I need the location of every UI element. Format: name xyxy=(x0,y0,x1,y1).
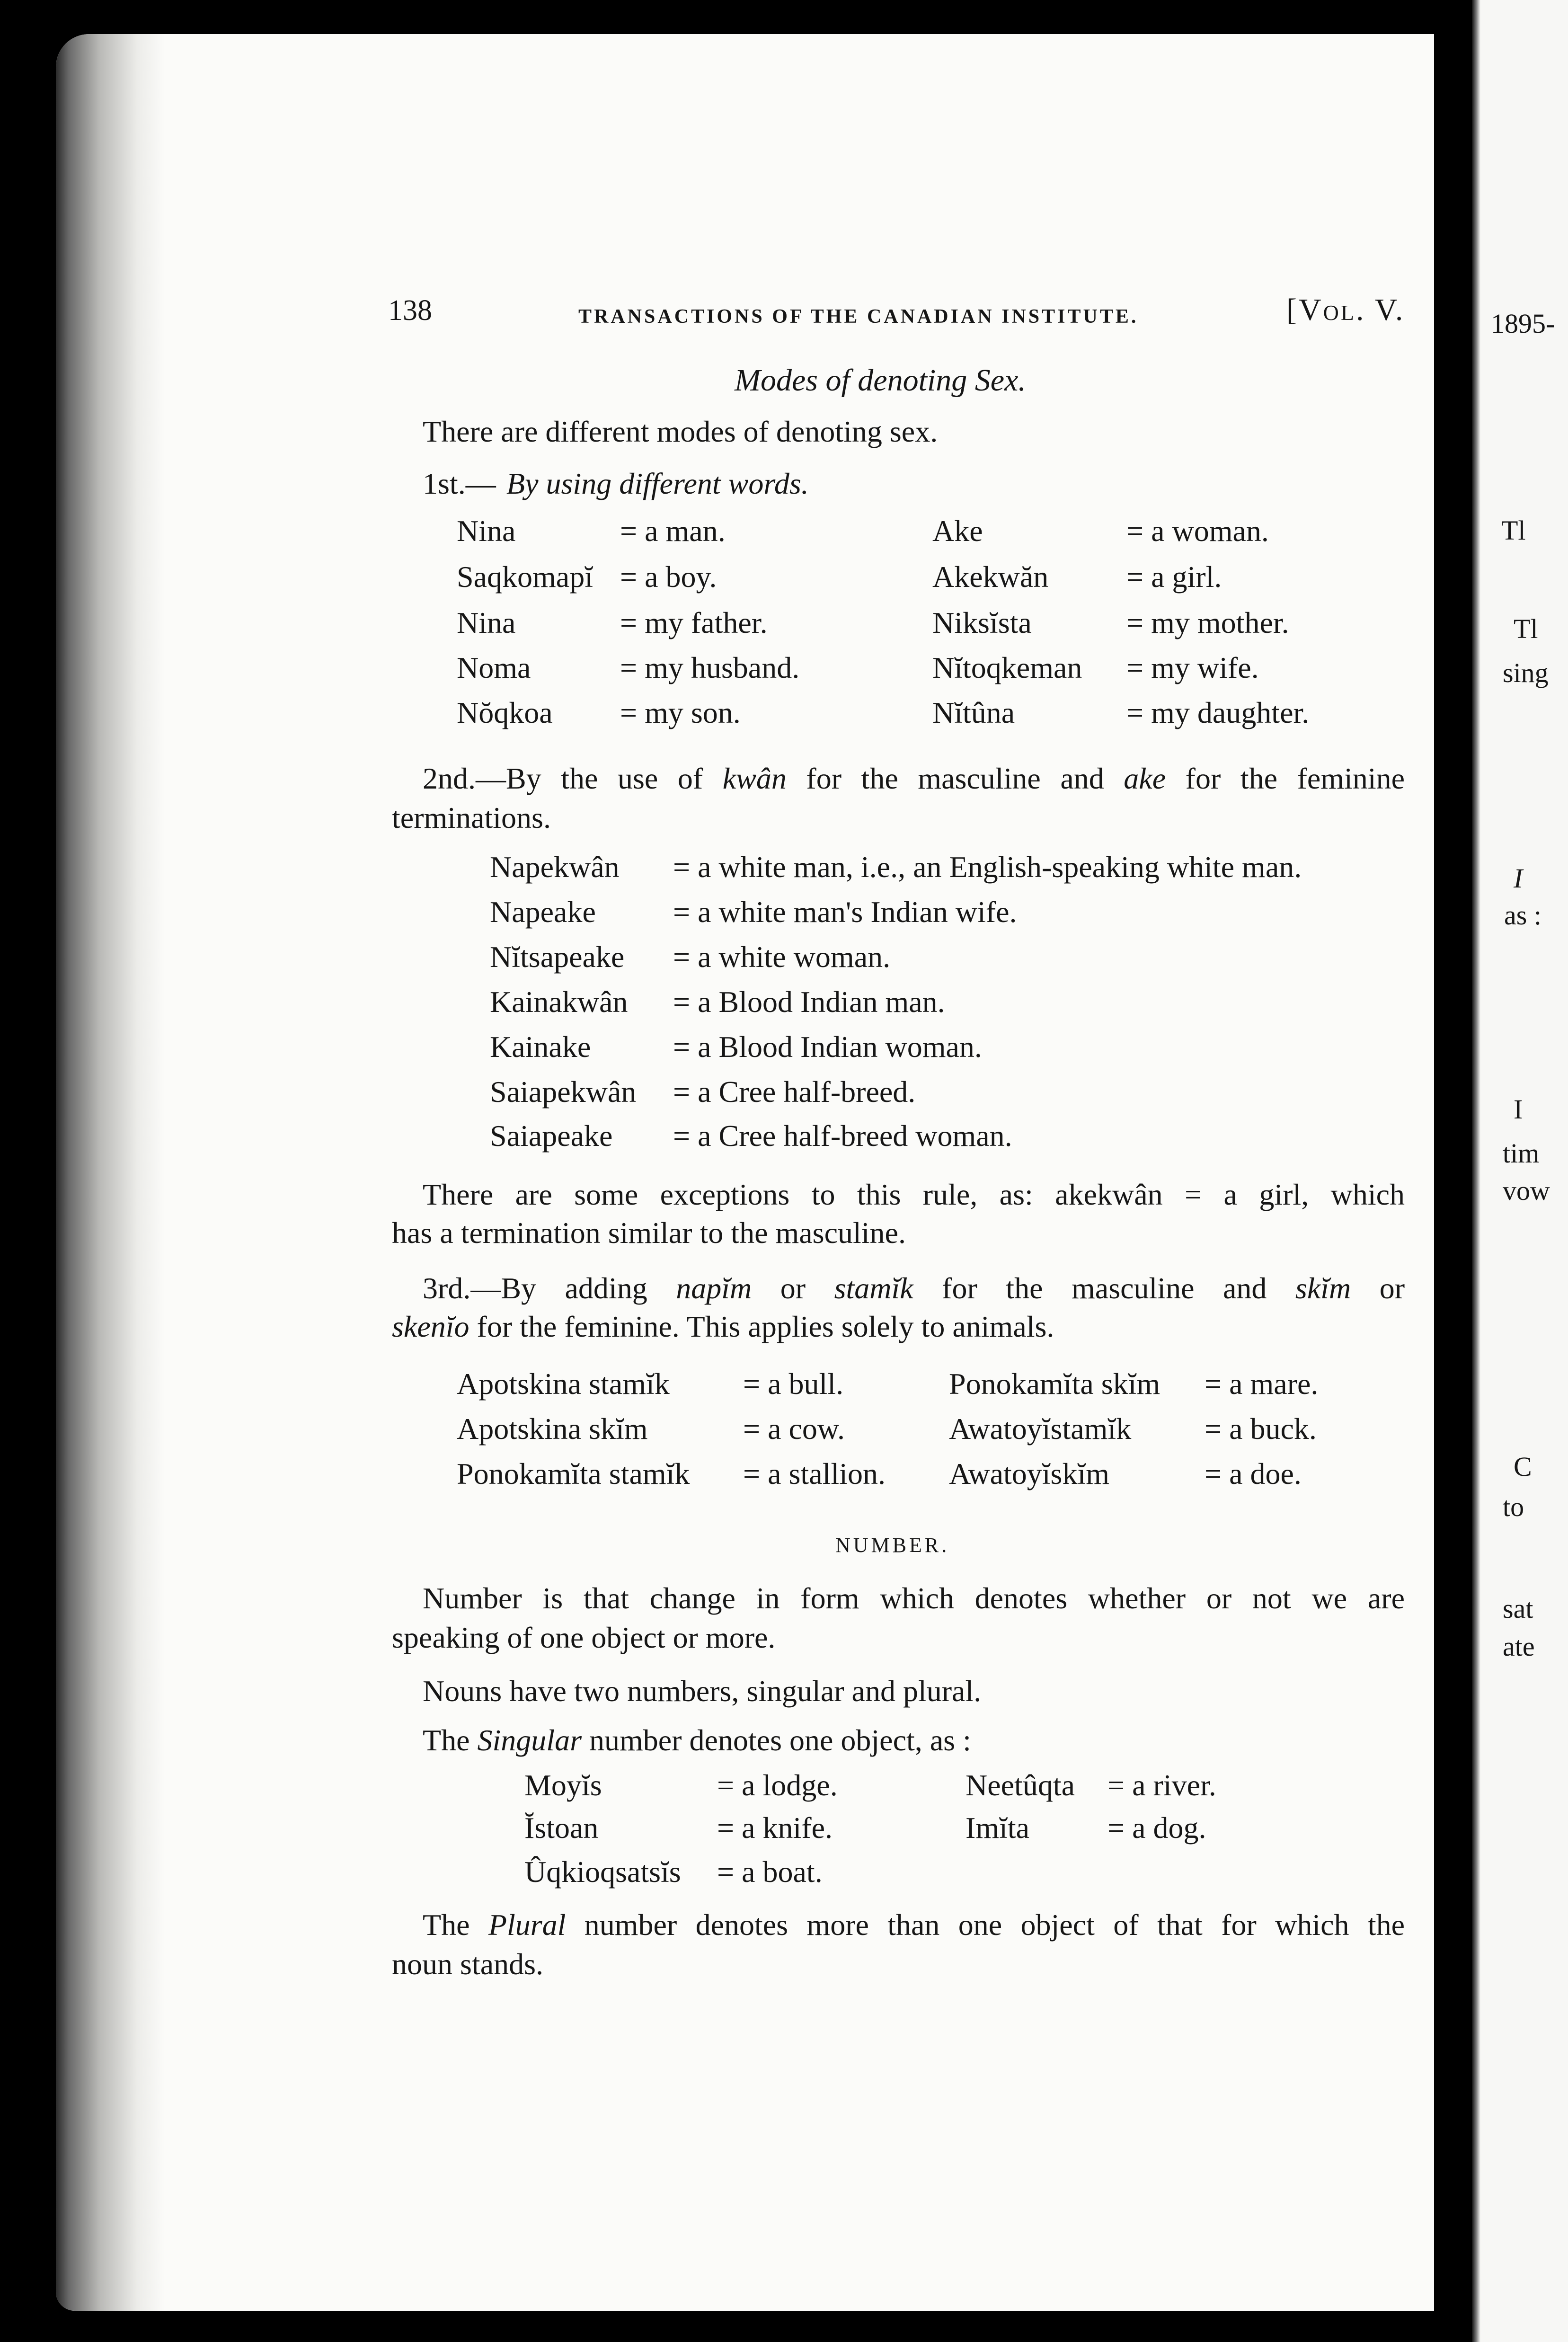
meaning: = a dog. xyxy=(1107,1811,1206,1845)
meaning: = a white man's Indian wife. xyxy=(673,895,1017,929)
word: Ĭstoan xyxy=(524,1811,599,1845)
volume-label: [Vol. V. xyxy=(1286,293,1405,327)
meaning: = a boy. xyxy=(620,560,717,594)
word: Awatoyĭstamĭk xyxy=(949,1412,1132,1446)
adjacent-page-text: C xyxy=(1514,1451,1532,1482)
word: Nŏqkoa xyxy=(457,696,553,729)
term: stamĭk xyxy=(834,1271,913,1305)
word: Nina xyxy=(457,606,516,639)
meaning: = a woman. xyxy=(1126,514,1269,548)
paragraph-line: noun stands. xyxy=(392,1947,543,1981)
section-heading-number: NUMBER. xyxy=(835,1534,950,1557)
adjacent-page-text: I xyxy=(1514,863,1523,894)
paragraph-line: speaking of one object or more. xyxy=(392,1621,776,1654)
adjacent-page-text: as : xyxy=(1504,900,1541,931)
word: Nina xyxy=(457,514,516,548)
meaning: = my daughter. xyxy=(1126,696,1310,729)
paragraph-line: Number is that change in form which denotes whether or not we are xyxy=(423,1581,1405,1615)
paragraph-line: has a termination similar to the masculine. xyxy=(392,1216,906,1250)
term: skĭm xyxy=(1295,1271,1351,1305)
word: Awatoyĭskĭm xyxy=(949,1457,1109,1490)
method-label: 1st.— xyxy=(423,467,496,500)
term: napĭm xyxy=(676,1271,752,1305)
adjacent-page-text: tim xyxy=(1503,1138,1540,1169)
paragraph-line: There are some exceptions to this rule, as: akekwân = a girl, which xyxy=(423,1178,1405,1211)
adjacent-page-text: sat xyxy=(1503,1593,1533,1624)
adjacent-page-edge xyxy=(1472,0,1568,2342)
word: Nĭtoqkeman xyxy=(932,651,1082,684)
word: Ponokamĭta stamĭk xyxy=(457,1457,690,1490)
meaning: = a stallion. xyxy=(743,1457,886,1490)
meaning: = a girl. xyxy=(1126,560,1222,594)
paragraph-line: skenĭo for the feminine. This applies solely to animals. xyxy=(392,1310,1054,1343)
paragraph-line: 3rd.—By adding napĭm or stamĭk for the masculine and skĭm or xyxy=(423,1271,1405,1305)
paragraph-line: terminations. xyxy=(392,801,551,834)
word: Ake xyxy=(932,514,983,548)
meaning: = my son. xyxy=(620,696,741,729)
term: skenĭo xyxy=(392,1310,470,1343)
adjacent-page-text: vow xyxy=(1503,1175,1550,1206)
method-title: By using different words. xyxy=(506,467,809,500)
word: Ponokamĭta skĭm xyxy=(949,1367,1160,1401)
paragraph-line: The Singular number denotes one object, as : xyxy=(423,1723,971,1757)
meaning: = a white man, i.e., an English-speaking white man. xyxy=(673,850,1302,884)
adjacent-page-text: Tl xyxy=(1514,613,1538,644)
word: Imĭta xyxy=(966,1811,1030,1845)
meaning: = a doe. xyxy=(1205,1457,1302,1490)
meaning: = my father. xyxy=(620,606,768,639)
word: Napekwân xyxy=(490,850,620,884)
meaning: = a Blood Indian man. xyxy=(673,985,945,1019)
meaning: = a Cree half-breed. xyxy=(673,1075,916,1109)
meaning: = a boat. xyxy=(717,1855,823,1889)
word: Apotskina skĭm xyxy=(457,1412,648,1446)
word: Neetûqta xyxy=(966,1768,1075,1802)
meaning: = a cow. xyxy=(743,1412,845,1446)
meaning: = a knife. xyxy=(717,1811,833,1845)
adjacent-page-text: 1895- xyxy=(1491,308,1555,339)
word: Saiapeake xyxy=(490,1119,613,1153)
word: Nĭtûna xyxy=(932,696,1015,729)
word: Apotskina stamĭk xyxy=(457,1367,670,1401)
adjacent-page-text: to xyxy=(1503,1491,1524,1522)
adjacent-page-text: Tl xyxy=(1501,515,1526,546)
word: Akekwăn xyxy=(932,560,1049,594)
word: Ûqkioqsatsĭs xyxy=(524,1855,681,1889)
page-number: 138 xyxy=(388,294,432,327)
intro-text: There are different modes of denoting sex. xyxy=(423,415,938,448)
meaning: = a mare. xyxy=(1205,1367,1319,1401)
meaning: = a man. xyxy=(620,514,726,548)
paragraph-line: The Plural number denotes more than one object of that for which the xyxy=(423,1908,1405,1942)
meaning: = my husband. xyxy=(620,651,800,684)
adjacent-page-text: I xyxy=(1514,1094,1523,1125)
section-heading: Modes of denoting Sex. xyxy=(735,363,1026,398)
meaning: = a lodge. xyxy=(717,1768,838,1802)
word: Noma xyxy=(457,651,531,684)
adjacent-page-text: ate xyxy=(1503,1631,1535,1662)
word: Saiapekwân xyxy=(490,1075,637,1109)
word: Kainake xyxy=(490,1030,591,1064)
term: Plural xyxy=(488,1908,566,1942)
meaning: = a Blood Indian woman. xyxy=(673,1030,982,1064)
running-head-title: TRANSACTIONS OF THE CANADIAN INSTITUTE. xyxy=(578,306,1139,328)
term: Singular xyxy=(477,1723,582,1757)
word: Napeake xyxy=(490,895,596,929)
paragraph-line: Nouns have two numbers, singular and plural. xyxy=(423,1674,982,1708)
meaning: = a bull. xyxy=(743,1367,844,1401)
meaning: = a river. xyxy=(1107,1768,1216,1802)
word: Moyĭs xyxy=(524,1768,602,1802)
meaning: = a Cree half-breed woman. xyxy=(673,1119,1012,1153)
paragraph-line: 2nd.—By the use of kwân for the masculine and ake for the feminine xyxy=(423,762,1405,795)
adjacent-page-text: sing xyxy=(1503,657,1549,688)
meaning: = a buck. xyxy=(1205,1412,1317,1446)
meaning: = my mother. xyxy=(1126,606,1289,639)
word: Nĭtsapeake xyxy=(490,940,625,974)
term: ake xyxy=(1124,762,1166,795)
term: kwân xyxy=(722,762,787,795)
word: Niksĭsta xyxy=(932,606,1032,639)
word: Saqkomapĭ xyxy=(457,560,593,594)
meaning: = my wife. xyxy=(1126,651,1259,684)
word: Kainakwân xyxy=(490,985,628,1019)
meaning: = a white woman. xyxy=(673,940,891,974)
